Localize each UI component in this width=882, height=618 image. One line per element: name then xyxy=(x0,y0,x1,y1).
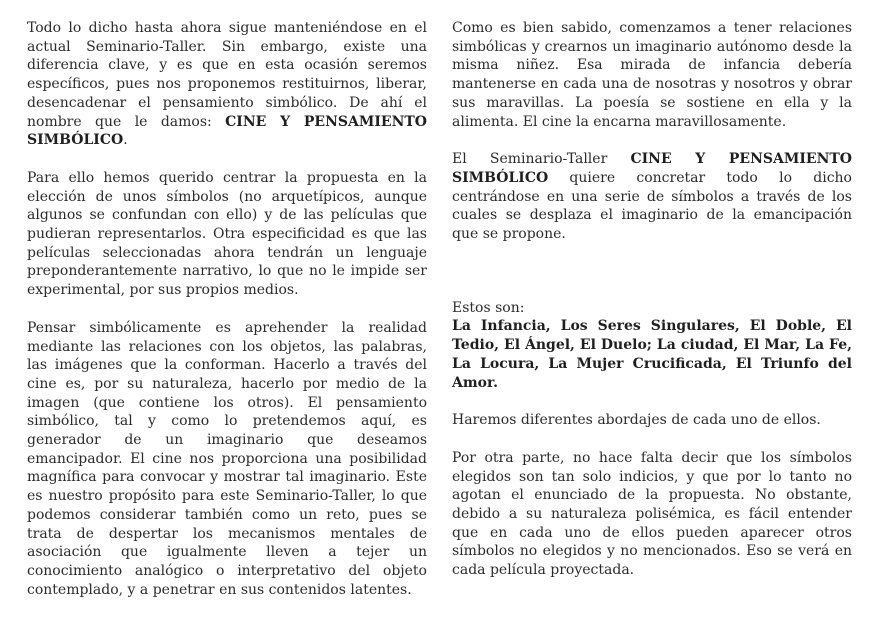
left-column xyxy=(27,19,427,618)
right-p2-text-end: quiere concretar todo lo dicho centrándose en una serie de símbolos a través de los cuales se desplaza el imaginario de la emancipación que se propone. xyxy=(452,169,852,243)
left-paragraph-2: Para ello hemos querido centrar la propuesta en la elección de unos símbolos (no arquetípicos, aunque algunos se confundan con ello) y de las películas que pudieran representarlos. Otra especificidad es que las películas seleccionadas ahora tendrán un lenguaje preponderantemente narrativo, lo que no le impide ser experimental, por sus propios medios. xyxy=(27,169,427,299)
right-column xyxy=(452,19,852,599)
symbols-list: La Infancia, Los Seres Singulares, El Doble, El Tedio, El Ángel, El Duelo; La ciudad, El Mar, La Fe, La Locura, La Mujer Crucificada, El Triunfo del Amor. xyxy=(452,318,852,391)
right-paragraph-2 xyxy=(452,150,852,244)
seminar-title: CINE Y PENSAMIENTO SIMBÓLICO xyxy=(452,151,853,186)
right-paragraph-1: Como es bien sabido, comenzamos a tener relaciones simbólicas y crearnos un imaginario autónomo desde la misma niñez. Esa mirada de infancia debería mantenerse en cada una de nosotras y nosotros y obrar sus maravillas. La poesía se sostiene en ella y la alimenta. El cine la encarna maravillosamente. xyxy=(452,20,852,130)
left-paragraph-1 xyxy=(27,19,427,150)
symbols-intro: Estos son: xyxy=(452,299,525,316)
left-p1-text: Todo lo dicho hasta ahora sigue manteniéndose en el actual Seminario-Taller. Sin embargo, existe una diferencia clave, y es que en esta ocasión seremos específicos, pues nos proponemos restituirnos, liberar, desencadenar el pensamiento simbólico. De ahí el nombre que le damos: xyxy=(27,20,427,130)
seminar-title: CINE Y PENSAMIENTO SIMBÓLICO xyxy=(27,113,428,149)
right-paragraph-5: Por otra parte, no hace falta decir que los símbolos elegidos son tan solo indicios, y que por lo tanto no agotan el enunciado de la propuesta. No obstante, debido a su naturaleza polisémica, es fácil entender que en cada uno de ellos pueden aparecer otros símbolos no elegidos y no mencionados. Eso se verá en cada película proyectada. xyxy=(452,449,852,579)
right-paragraph-4: Haremos diferentes abordajes de cada uno de ellos. xyxy=(452,412,821,429)
left-p1-end: . xyxy=(123,132,128,149)
right-p2-text: El Seminario-Taller xyxy=(452,151,631,168)
symbols-paragraph xyxy=(452,299,852,393)
left-paragraph-3: Pensar simbólicamente es aprehender la realidad mediante las relaciones con los objetos, las palabras, las imágenes que la conforman. Hacerlo a través del cine es, por su naturaleza, hacerlo por medio de la imagen (que contiene los otros). El pensamiento simbólico, tal y como lo pretendemos aquí, es generador de un imaginario que deseamos emancipador. El cine nos proporciona una posibilidad magnífica para convocar y mostrar tal imaginario. Este es nuestro propósito para este Seminario-Taller, lo que podemos considerar también como un reto, pues se trata de despertar los mecanismos mentales de asociación que igualmente lleven a tejer un conocimiento analógico o interpretativo del objeto contemplado, y a penetrar en sus contenidos latentes. xyxy=(27,319,427,598)
